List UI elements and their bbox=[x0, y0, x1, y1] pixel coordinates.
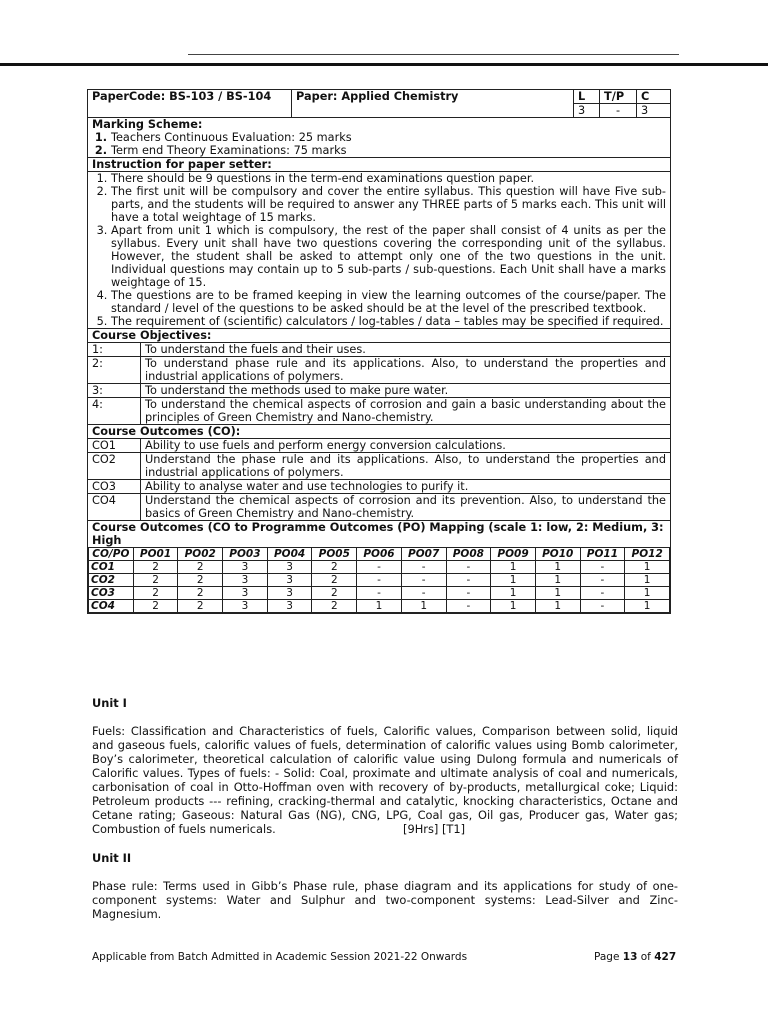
mapping-cell: - bbox=[357, 561, 402, 574]
mapping-cell: 1 bbox=[491, 600, 536, 613]
syllabus-table bbox=[87, 89, 671, 614]
mapping-header-row bbox=[89, 548, 670, 561]
mapping-cell: 2 bbox=[178, 600, 223, 613]
mapping-cell: 1 bbox=[491, 574, 536, 587]
mapping-row bbox=[89, 587, 670, 600]
outcome-id: CO2 bbox=[88, 453, 141, 480]
mapping-cell: 3 bbox=[223, 561, 268, 574]
mapping-cell: 3 bbox=[223, 587, 268, 600]
paper-name: Paper: Applied Chemistry bbox=[292, 90, 574, 118]
mapping-header: PO07 bbox=[401, 548, 446, 561]
objective-id: 4: bbox=[88, 398, 141, 425]
objective-text: To understand phase rule and its applications. Also, to understand the properties and industrial applications of polymers. bbox=[141, 357, 671, 384]
outcome-text: Understand the chemical aspects of corrosion and its prevention. Also, to understand the basics of Green Chemistry and Nano-chemistry. bbox=[141, 494, 671, 521]
mapping-cell: - bbox=[357, 574, 402, 587]
footer-note: Applicable from Batch Admitted in Academic Session 2021-22 Onwards bbox=[92, 951, 468, 963]
mapping-cell: - bbox=[401, 587, 446, 600]
page-of: of bbox=[640, 951, 651, 963]
mapping-wrapper bbox=[88, 547, 671, 614]
mapping-cell: 2 bbox=[178, 561, 223, 574]
header-rule bbox=[188, 54, 679, 55]
mapping-cell: 1 bbox=[535, 587, 580, 600]
mapping-cell: CO4 bbox=[89, 600, 134, 613]
mapping-cell: 2 bbox=[312, 574, 357, 587]
instruction-item: 1. There should be 9 questions in the term-end examinations question paper. bbox=[111, 172, 666, 185]
mapping-cell: - bbox=[401, 561, 446, 574]
mapping-cell: CO2 bbox=[89, 574, 134, 587]
outcome-id: CO1 bbox=[88, 439, 141, 453]
instruction-item: 5. The requirement of (scientific) calculators / log-tables / data – tables may be specified if required. bbox=[111, 315, 666, 328]
mapping-table bbox=[88, 547, 670, 613]
mapping-cell: 1 bbox=[491, 587, 536, 600]
instruction-item: 2. The first unit will be compulsory and cover the entire syllabus. This question will have Five sub-parts, and the students will be required to answer any THREE parts of 5 marks each. This unit will have a total weightage of 15 marks. bbox=[111, 185, 666, 224]
page-indicator bbox=[594, 951, 676, 963]
outcome-id: CO4 bbox=[88, 494, 141, 521]
mapping-row bbox=[89, 574, 670, 587]
mapping-header: PO08 bbox=[446, 548, 491, 561]
outcome-text: Ability to use fuels and perform energy conversion calculations. bbox=[141, 439, 671, 453]
mapping-cell: 1 bbox=[625, 587, 670, 600]
header-thick-rule bbox=[0, 63, 768, 66]
mapping-cell: 1 bbox=[535, 600, 580, 613]
mapping-header: PO12 bbox=[625, 548, 670, 561]
objective-id: 1: bbox=[88, 343, 141, 357]
mapping-cell: - bbox=[446, 574, 491, 587]
mapping-title: Course Outcomes (CO to Programme Outcomes (PO) Mapping (scale 1: low, 2: Medium, 3: High bbox=[88, 521, 671, 548]
mapping-cell: - bbox=[580, 587, 625, 600]
marking-item: 1. Teachers Continuous Evaluation: 25 marks bbox=[111, 131, 666, 144]
mapping-row bbox=[89, 561, 670, 574]
mapping-cell: 1 bbox=[401, 600, 446, 613]
mapping-cell: - bbox=[357, 587, 402, 600]
mapping-header: PO11 bbox=[580, 548, 625, 561]
mapping-cell: 2 bbox=[312, 600, 357, 613]
unit-1-title: Unit I bbox=[92, 696, 127, 710]
mapping-header: PO05 bbox=[312, 548, 357, 561]
mapping-cell: 3 bbox=[223, 600, 268, 613]
mapping-cell: - bbox=[446, 600, 491, 613]
objective-id: 2: bbox=[88, 357, 141, 384]
mapping-cell: 1 bbox=[625, 561, 670, 574]
unit-1-hours: [9Hrs] [T1] bbox=[403, 822, 466, 836]
mapping-header: CO/PO bbox=[89, 548, 134, 561]
objective-text: To understand the chemical aspects of corrosion and gain a basic understanding about the principles of Green Chemistry and Nano-chemistry. bbox=[141, 398, 671, 425]
mapping-cell: 2 bbox=[133, 600, 178, 613]
mapping-header: PO09 bbox=[491, 548, 536, 561]
mapping-header: PO02 bbox=[178, 548, 223, 561]
mapping-cell: 3 bbox=[267, 600, 312, 613]
mapping-header: PO01 bbox=[133, 548, 178, 561]
marking-scheme bbox=[88, 118, 671, 158]
mapping-cell: 2 bbox=[178, 587, 223, 600]
mapping-cell: - bbox=[446, 587, 491, 600]
l-label: L bbox=[574, 90, 600, 104]
mapping-header: PO06 bbox=[357, 548, 402, 561]
mapping-header: PO03 bbox=[223, 548, 268, 561]
mapping-cell: 3 bbox=[267, 587, 312, 600]
mapping-cell: 2 bbox=[133, 561, 178, 574]
outcomes-title: Course Outcomes (CO): bbox=[88, 425, 671, 439]
page-total: 427 bbox=[654, 951, 677, 963]
unit-2-text: Phase rule: Terms used in Gibb’s Phase rule, phase diagram and its applications for study of one-component systems: Water and Sulphur and two-component systems: Lead-Silver and Zinc-Magnesium. bbox=[92, 879, 678, 921]
c-label: C bbox=[637, 90, 671, 104]
mapping-header: PO10 bbox=[535, 548, 580, 561]
outcome-text: Understand the phase rule and its applications. Also, to understand the properties and industrial applications of polymers. bbox=[141, 453, 671, 480]
mapping-cell: 2 bbox=[312, 561, 357, 574]
mapping-cell: - bbox=[446, 561, 491, 574]
mapping-cell: 2 bbox=[133, 574, 178, 587]
mapping-header: PO04 bbox=[267, 548, 312, 561]
unit-1-text: Fuels: Classification and Characteristics of fuels, Calorific values, Comparison between solid, liquid and gaseous fuels, calorific values of fuels, determination of calorific values using Bomb calorimeter, Boy’s calorimeter, theoretical calculation of calorific value using Dulong formula and numericals of Calorific values. Types of fuels: - Solid: Coal, proximate and ultimate analysis of coal and numericals, carbonisation of coal in Otto-Hoffman oven with recovery of by-products, metallurgical coke; Liquid: Petroleum products --- refining, cracking-thermal and catalytic, knocking characteristics, Octane and Cetane rating; Gaseous: Natural Gas (NG), CNG, LPG, Coal gas, Oil gas, Producer gas, Water gas; Combustion of fuels numericals. bbox=[92, 724, 678, 836]
outcome-text: Ability to analyse water and use technologies to purify it. bbox=[141, 480, 671, 494]
mapping-cell: 2 bbox=[312, 587, 357, 600]
mapping-cell: 2 bbox=[133, 587, 178, 600]
paper-code: PaperCode: BS-103 / BS-104 bbox=[88, 90, 292, 118]
unit-2-title: Unit II bbox=[92, 851, 132, 865]
mapping-cell: - bbox=[580, 561, 625, 574]
objective-text: To understand the fuels and their uses. bbox=[141, 343, 671, 357]
mapping-cell: 1 bbox=[535, 561, 580, 574]
objective-id: 3: bbox=[88, 384, 141, 398]
mapping-cell: CO3 bbox=[89, 587, 134, 600]
mapping-cell: 3 bbox=[267, 574, 312, 587]
mapping-cell: 1 bbox=[357, 600, 402, 613]
objectives-title: Course Objectives: bbox=[88, 329, 671, 343]
mapping-cell: - bbox=[580, 574, 625, 587]
objective-text: To understand the methods used to make pure water. bbox=[141, 384, 671, 398]
tp-value: - bbox=[600, 104, 637, 118]
instructions-list bbox=[88, 172, 671, 329]
c-value: 3 bbox=[637, 104, 671, 118]
mapping-cell: 1 bbox=[625, 574, 670, 587]
mapping-cell: - bbox=[580, 600, 625, 613]
mapping-cell: 1 bbox=[491, 561, 536, 574]
instruction-item: 4. The questions are to be framed keeping in view the learning outcomes of the course/paper. The standard / level of the questions to be asked should be at the level of the prescribed textbook. bbox=[111, 289, 666, 315]
instructions-title: Instruction for paper setter: bbox=[88, 158, 671, 172]
marking-scheme-title: Marking Scheme: bbox=[92, 118, 203, 131]
mapping-cell: - bbox=[401, 574, 446, 587]
mapping-cell: 3 bbox=[267, 561, 312, 574]
mapping-cell: 1 bbox=[625, 600, 670, 613]
page-label: Page bbox=[594, 951, 620, 963]
marking-item: 2. Term end Theory Examinations: 75 marks bbox=[111, 144, 666, 157]
mapping-cell: 2 bbox=[178, 574, 223, 587]
page-number: 13 bbox=[622, 951, 638, 963]
instruction-item: 3. Apart from unit 1 which is compulsory, the rest of the paper shall consist of 4 units as per the syllabus. Every unit shall have two questions covering the corresponding unit of the syllabus. However, the student shall be asked to attempt only one of the two questions in the unit. Individual questions may contain up to 5 sub-parts / sub-questions. Each Unit shall have a marks weightage of 15. bbox=[111, 224, 666, 289]
unit-1-body bbox=[92, 724, 678, 836]
outcome-id: CO3 bbox=[88, 480, 141, 494]
mapping-row bbox=[89, 600, 670, 613]
l-value: 3 bbox=[574, 104, 600, 118]
mapping-cell: 3 bbox=[223, 574, 268, 587]
mapping-cell: 1 bbox=[535, 574, 580, 587]
mapping-cell: CO1 bbox=[89, 561, 134, 574]
tp-label: T/P bbox=[600, 90, 637, 104]
